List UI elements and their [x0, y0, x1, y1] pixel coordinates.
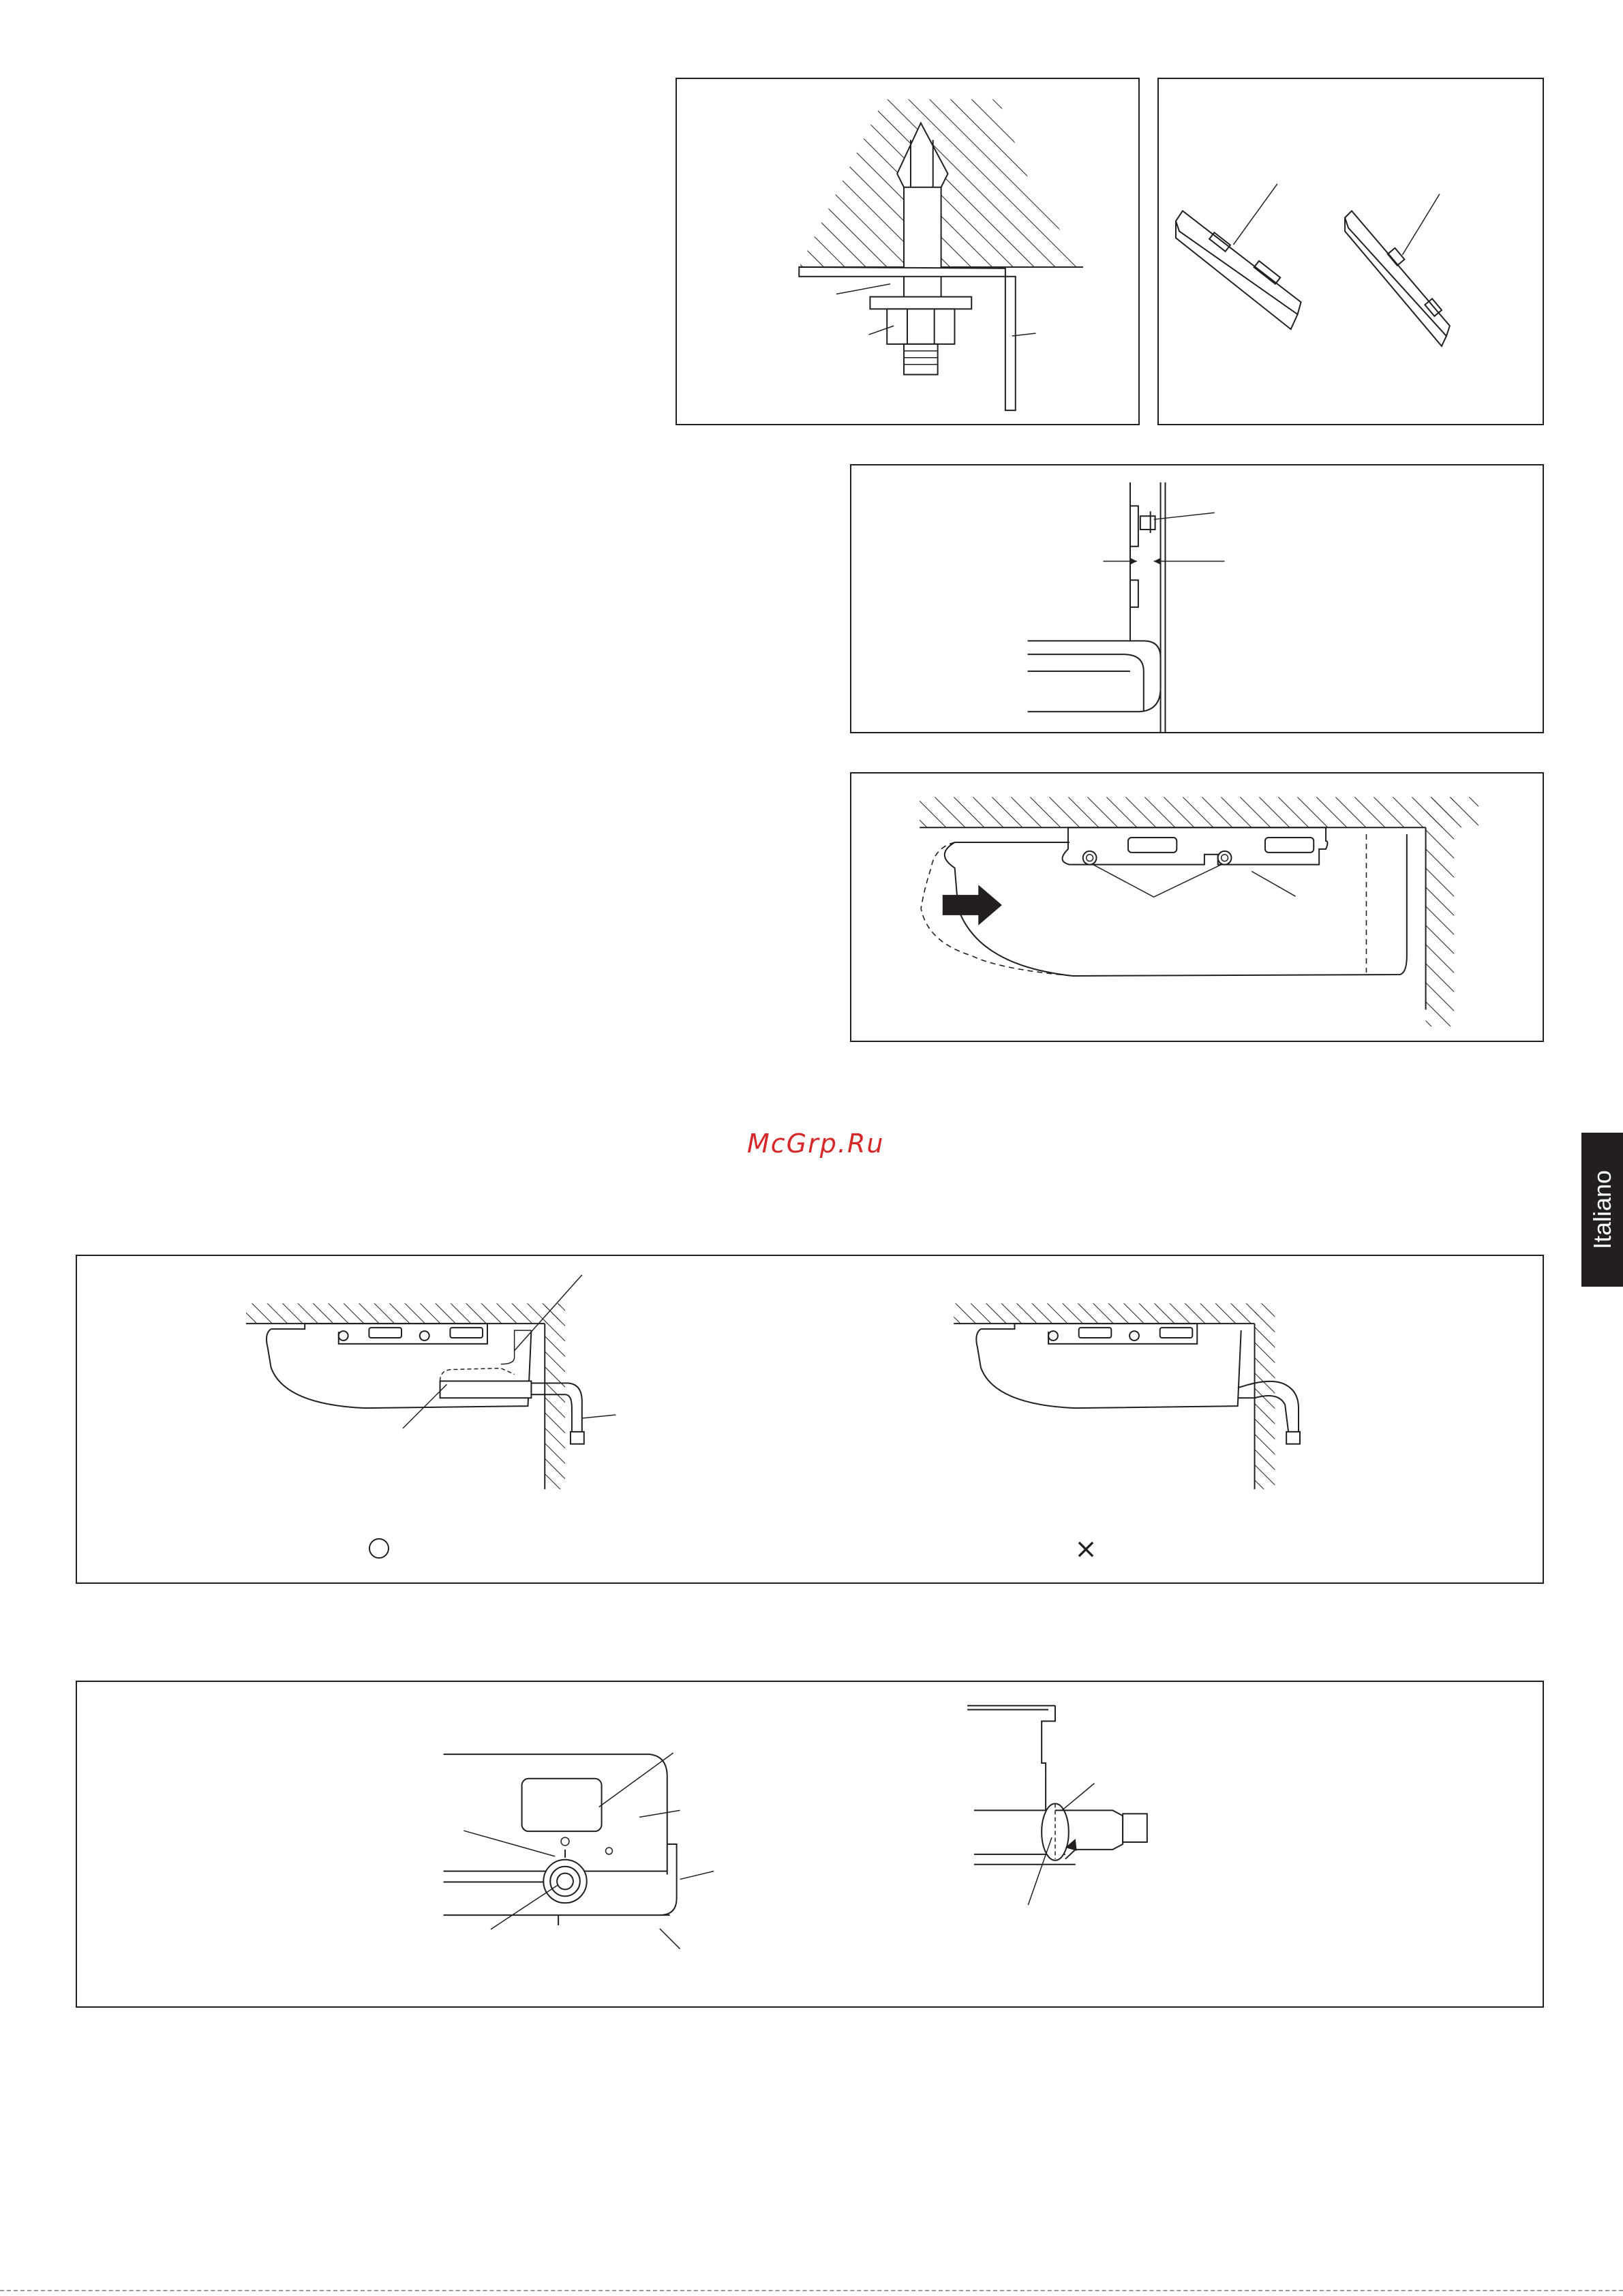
drain-left-drawing	[444, 1753, 714, 1949]
drain-right-drawing	[967, 1706, 1147, 1905]
figure-anchor-bolt	[676, 78, 1140, 425]
watermark: McGrp.Ru	[747, 1129, 885, 1159]
language-tab	[1581, 1133, 1623, 1287]
footer-rule	[0, 2290, 1623, 2291]
language-tab-label: Italiano	[1588, 1169, 1616, 1250]
figure-gap-detail	[850, 464, 1544, 733]
wrong-symbol-cross-icon: ×	[1074, 1533, 1097, 1565]
figure-drain	[76, 1681, 1544, 2008]
piping-wrong-drawing	[954, 1303, 1300, 1489]
anchor-bolt-drawing	[677, 79, 1138, 424]
figure-piping	[76, 1255, 1544, 1584]
slide-unit-drawing	[851, 774, 1543, 1041]
piping-drawing	[77, 1256, 1543, 1582]
piping-correct-drawing	[246, 1275, 616, 1489]
drain-drawing	[77, 1682, 1543, 2006]
gap-detail-drawing	[851, 465, 1543, 732]
figure-brackets	[1157, 78, 1544, 425]
correct-symbol-circle-icon	[369, 1538, 389, 1559]
brackets-drawing	[1159, 79, 1543, 424]
figure-slide-unit	[850, 772, 1544, 1042]
